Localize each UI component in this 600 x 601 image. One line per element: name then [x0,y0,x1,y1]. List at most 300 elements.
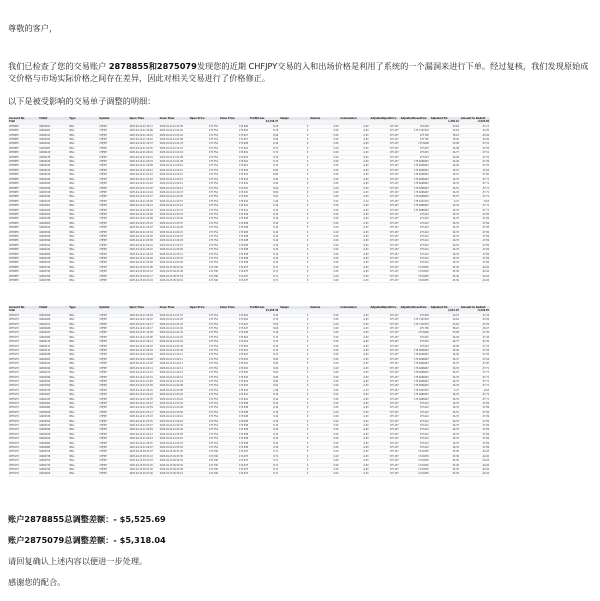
table-cell: 0.09 [309,371,339,375]
table-cell: 8.74 [249,353,279,357]
table-cell: 2025-04-15 09:31:18 [129,459,159,463]
column-header: Adjusted P/L [430,306,460,309]
table-cell: SELL [68,204,98,208]
table-cell: -37.71 [460,195,490,199]
table-cell: 175.632 [219,357,249,361]
table-cell: 8.16 [249,226,279,230]
table-cell: 8.16 [249,221,279,225]
table-cell: 42482135 [38,155,68,159]
table-cell: 2025-04-14 21:19:38 [129,331,159,335]
table-cell: 8.16 [249,230,279,234]
table-cell: 2025-04-14 21:21:39 [159,349,189,353]
table-cell: 175.638 [219,257,249,261]
table-cell: 175.157 [370,397,400,401]
table-cell: -37.71 [460,208,490,212]
column-header: Symbol [98,117,128,120]
table-cell: 2878855 [8,257,38,261]
table-cell: SELL [68,415,98,419]
table-cell: 0.09 [309,217,339,221]
table-cell: 2025-04-14 21:24:33 [159,234,189,238]
table-cell: 0 [279,204,309,208]
table-cell: 8.16 [249,204,279,208]
table-cell: 175.157 [370,388,400,392]
table-cell: 175.6143333 [400,199,430,203]
table-cell: SELL [68,437,98,441]
table-cell: 175.638 [219,248,249,252]
table-cell: 175.754 [189,340,219,344]
table-cell: 2878855 [8,182,38,186]
table-cell: 175.157 [370,279,400,283]
table-cell: -37.69 [460,401,490,405]
table-cell: SELL [68,164,98,168]
table-cell: 8.74 [249,160,279,164]
table-cell: -44.92 [460,454,490,458]
table-cell: 2878855 [8,173,38,177]
table-cell: SELL [68,441,98,445]
table-cell: $4,159.47 [249,120,279,124]
table-cell: 175.612 [400,419,430,423]
table-cell: 38.26 [430,138,460,142]
table-cell: 45.36 [430,459,460,463]
table-cell: 42482656 [38,252,68,256]
table-cell: 8.70 [249,318,279,322]
table-cell: 0.09 [309,327,339,331]
table-cell: CHFJPY [98,327,128,331]
table-cell: 175.157 [370,423,400,427]
table-cell: 175.641 [219,208,249,212]
table-cell: 2025-04-15 09:31:50 [159,454,189,458]
table-cell: -44.92 [460,459,490,463]
table-cell: 2875079 [8,366,38,370]
table-cell: CHFJPY [98,384,128,388]
table-cell: SELL [68,177,98,181]
summary-value: - $5,318.04 [113,535,166,545]
table-cell: CHFJPY [98,371,128,375]
table-cell: 174.6955 [400,468,430,472]
table-cell: 2875079 [8,437,38,441]
table-cell: 45.36 [430,279,460,283]
table-cell: 2025-04-15 09:31:06 [129,265,159,269]
table-cell: 0.09 [309,164,339,168]
table-cell: 2875079 [8,415,38,419]
table-cell: 175.157 [370,168,400,172]
table-cell: -0.63 [339,151,369,155]
table-cell: CHFJPY [98,446,128,450]
table-cell: 175.754 [189,388,219,392]
table-cell: 26.77 [430,151,460,155]
table-cell: 175.754 [189,393,219,397]
table-cell: 2025-04-14 21:20:05 [129,146,159,150]
table-cell: 8.16 [249,234,279,238]
table-cell: 26.47 [430,168,460,172]
table-cell: 175.612 [400,406,430,410]
table-cell: 175.157 [370,375,400,379]
table-cell: CHFJPY [98,279,128,283]
table-cell: 175.157 [370,454,400,458]
table-cell: 2875079 [8,454,38,458]
table-cell: 0.09 [309,362,339,366]
table-cell: 2025-04-14 21:21:20 [159,335,189,339]
table-cell: 26.76 [430,432,460,436]
table-cell: -0.63 [339,410,369,414]
table-cell: 2878855 [8,124,38,128]
table-cell: -44.92 [460,270,490,274]
table-cell: SELL [68,212,98,216]
table-cell: 2025-04-15 09:31:24 [129,279,159,283]
table-cell: 174.796 [189,265,219,269]
table-cell: SELL [68,142,98,146]
table-cell: 175.612 [400,212,430,216]
table-cell: SELL [68,155,98,159]
table-cell: CHFJPY [98,129,128,133]
table-cell: 175.157 [370,327,400,331]
table-cell: SELL [68,463,98,467]
table-cell: 26.76 [430,437,460,441]
table-cell: 174.6955 [400,472,430,476]
table-cell: SELL [68,468,98,472]
intro-accounts: 2878855和2875079 [108,61,197,71]
table-cell: -37.71 [460,186,490,190]
table-cell: 42482429 [38,208,68,212]
table-cell: 2025-04-14 21:21:07 [159,313,189,317]
table-cell: -0.63 [339,252,369,256]
table-cell: 8.84 [249,173,279,177]
table-cell: 174.675 [219,454,249,458]
table-cell: CHFJPY [98,388,128,392]
table-cell: 2875079 [8,446,38,450]
summary-2878855 [8,513,166,525]
table-cell: 2025-04-14 21:21:38 [159,160,189,164]
table-cell: 0.09 [309,432,339,436]
table-cell: CHFJPY [98,195,128,199]
table-cell: 175.754 [189,410,219,414]
table-cell: 42482700 [38,261,68,265]
table-cell: SELL [68,208,98,212]
table-cell: 42482172 [38,349,68,353]
table-cell: 2875079 [8,450,38,454]
table-cell: 175.157 [370,155,400,159]
table-cell: -0.63 [339,155,369,159]
table-cell: 174.796 [189,459,219,463]
table-cell: SELL [68,349,98,353]
table-cell: 8.16 [249,419,279,423]
table-cell: 0 [279,129,309,133]
table-cell: 175.754 [189,257,219,261]
table-cell: 175.754 [189,344,219,348]
table-cell: 0 [279,327,309,331]
table-cell: 2025-04-14 21:21:02 [159,133,189,137]
table-cell: 0.09 [309,142,339,146]
table-cell: -0.63 [339,327,369,331]
table-cell: 42482478 [38,217,68,221]
table-cell: 174.6955 [400,459,430,463]
table-cell: SELL [68,335,98,339]
table-cell: SELL [68,327,98,331]
table-cell: 175.612 [400,410,430,414]
table-cell: 0.09 [309,379,339,383]
table-cell: 42482318 [38,190,68,194]
table-cell: 175.6086667 [400,397,430,401]
table-cell: -37.64 [460,168,490,172]
table-cell: 6.47 [430,388,460,392]
table-cell: -44.92 [460,463,490,467]
table-cell: 0.09 [309,234,339,238]
table-cell: 8.74 [249,164,279,168]
table-cell: 26.76 [430,177,460,181]
table-cell: -0.63 [339,164,369,168]
table-cell: SELL [68,393,98,397]
table-cell: 175.612 [400,401,430,405]
table-cell: 175.6096667 [400,362,430,366]
table-cell: 0 [279,234,309,238]
table-cell: 2875079 [8,428,38,432]
table-cell: 2025-04-14 21:24:46 [159,428,189,432]
table-cell: 0.09 [309,459,339,463]
table-cell: 2878855 [8,129,38,133]
column-header: Profit/Loss [249,117,279,120]
table-cell: 8.16 [249,441,279,445]
table-cell: 175.612 [400,248,430,252]
table-cell: 174.6955 [400,454,430,458]
table-cell: 0 [279,257,309,261]
table-cell: -37.69 [460,432,490,436]
table-cell: 26.76 [430,190,460,194]
table-cell: 0 [279,199,309,203]
table-cell: SELL [68,146,98,150]
table-cell: 175.613 [400,344,430,348]
table-cell: -44.92 [460,472,490,476]
table-cell: 8.80 [249,379,279,383]
table-cell: 175.157 [370,446,400,450]
table-cell: CHFJPY [98,239,128,243]
table-cell: 175.638 [219,331,249,335]
table-cell: 0 [279,248,309,252]
table-cell: 175.632 [219,388,249,392]
table-cell: -0.63 [339,234,369,238]
table-cell: CHFJPY [98,459,128,463]
table-cell: 0.02 [309,199,339,203]
table-cell: 175.157 [370,257,400,261]
table-cell: 26.76 [430,428,460,432]
table-cell: -37.39 [460,160,490,164]
table-cell: -37.60 [460,362,490,366]
table-cell: 175.754 [189,168,219,172]
table-cell: 0.09 [309,230,339,234]
table-cell: SELL [68,384,98,388]
table-cell: 175.612 [400,243,430,247]
table-cell: CHFJPY [98,357,128,361]
table-cell: -37.69 [460,252,490,256]
table-cell: 2878855 [8,164,38,168]
table-cell: 0.09 [309,177,339,181]
table-cell: 42482028 [38,327,68,331]
table-cell: 2025-04-14 21:22:11 [159,362,189,366]
table-cell: 175.157 [370,463,400,467]
table-cell: 2875079 [8,340,38,344]
table-cell: 175.754 [189,366,219,370]
table-cell: -37.69 [460,243,490,247]
table-cell: 2878855 [8,133,38,137]
table-cell: 175.612 [400,437,430,441]
table-cell: 175.157 [370,331,400,335]
table-cell: -37.69 [460,437,490,441]
table-cell: 0.09 [309,344,339,348]
table-cell: -37.71 [460,366,490,370]
table-cell: -37.22 [460,155,490,159]
table-cell: 174.6955 [400,265,430,269]
table-cell: SELL [68,406,98,410]
table-cell: 42482344 [38,195,68,199]
table-cell: 45.36 [430,274,460,278]
table-cell: 0 [279,331,309,335]
table-cell: CHFJPY [98,366,128,370]
table-cell: 175.638 [219,226,249,230]
table-cell: 0.09 [309,322,339,326]
table-cell: 8.16 [249,217,279,221]
table-cell: 2025-04-15 09:31:53 [159,274,189,278]
table-cell: CHFJPY [98,208,128,212]
table-cell: 20.98 [430,142,460,146]
table-cell: 2025-04-14 21:20:22 [129,344,159,348]
table-cell: 174.796 [189,270,219,274]
table-cell: 2025-04-14 21:21:22 [129,182,159,186]
table-cell: 42482728 [38,454,68,458]
table-cell: 2878855 [8,138,38,142]
table-cell: 175.6096667 [400,379,430,383]
trade-table [8,117,490,283]
summary-label: 账户2878855总调整差额： [8,514,114,524]
table-cell: -0.63 [339,133,369,137]
table-cell: 175.632 [219,190,249,194]
table-cell: CHFJPY [98,401,128,405]
table-cell: 42482324 [38,379,68,383]
table-cell: -37.69 [460,248,490,252]
table-cell: 0 [279,164,309,168]
table-cell: 0.09 [309,313,339,317]
table-cell: 2875079 [8,468,38,472]
table-cell: 0 [279,468,309,472]
table-cell: 175.754 [189,423,219,427]
table-cell: 175.612 [400,441,430,445]
table-cell: -0.14 [339,199,369,203]
table-cell: CHFJPY [98,441,128,445]
column-header: Open Price [189,117,219,120]
table-cell: 0 [279,410,309,414]
table-cell: 0 [279,142,309,146]
table-cell: 2025-04-14 21:19:07 [129,318,159,322]
table-cell: SELL [68,450,98,454]
table-cell: 42482706 [38,450,68,454]
table-cell: 42482017 [38,322,68,326]
table-cell: 26.48 [430,155,460,159]
table-cell: 175.632 [219,384,249,388]
table-cell: 2025-04-14 21:21:10 [129,177,159,181]
table-cell: 0 [279,472,309,476]
table-cell: 2025-04-14 21:23:35 [129,419,159,423]
table-cell: 175.754 [189,375,219,379]
table-cell: SELL [68,313,98,317]
table-cell: 2875079 [8,318,38,322]
table-cell: 0.09 [309,265,339,269]
table-cell: 8.16 [249,257,279,261]
table-cell: 42482552 [38,419,68,423]
table-cell: 8.71 [249,450,279,454]
table-cell: 42482296 [38,375,68,379]
table-cell: 175.754 [189,124,219,128]
table-cell: -0.63 [339,313,369,317]
table-cell: 0.09 [309,270,339,274]
table-cell: 175.754 [189,212,219,216]
table-cell: 0 [279,133,309,137]
table-cell: 2025-04-14 21:22:21 [129,204,159,208]
table-cell: 42482195 [38,168,68,172]
table-cell: 2878855 [8,261,38,265]
table-cell: 42482508 [38,410,68,414]
table-cell: SELL [68,472,98,476]
table-cell: 175.157 [370,335,400,339]
table-cell: 175.615 [400,335,430,339]
table-cell: -44.92 [460,450,490,454]
table-cell: CHFJPY [98,168,128,172]
table-cell: -0.63 [339,379,369,383]
table-cell: 0.09 [309,415,339,419]
table-cell: 175.157 [370,468,400,472]
column-header: Type [68,117,98,120]
table-cell: 175.157 [370,212,400,216]
table-cell: -43.06 [460,138,490,142]
table-cell: 175.754 [189,151,219,155]
table-cell: 42482590 [38,239,68,243]
table-cell: 174.6955 [400,274,430,278]
table-cell: -0.63 [339,318,369,322]
column-header: Open Price [189,306,219,309]
table-cell: 45.36 [430,472,460,476]
table-cell: 2875079 [8,331,38,335]
table-cell: 2025-04-14 21:22:10 [159,173,189,177]
table-cell: -0.63 [339,459,369,463]
table-cell: 8.16 [249,212,279,216]
table-cell: 2025-04-14 21:25:22 [159,441,189,445]
table-cell: 2025-04-14 21:21:03 [159,322,189,326]
table-cell: 175.157 [370,357,400,361]
summary-2875079 [8,534,166,546]
column-header: Close Price [219,117,249,120]
table-cell: 175.157 [370,362,400,366]
table-cell: 175.157 [370,393,400,397]
table-cell: 42482640 [38,437,68,441]
table-cell: CHFJPY [98,160,128,164]
table-cell: 175.6066 [400,331,430,335]
table-cell: 175.7143333 [400,318,430,322]
table-cell: 175.157 [370,234,400,238]
table-cell: -37.69 [460,239,490,243]
table-cell: 175.157 [370,230,400,234]
column-header: Close Price [219,306,249,309]
table-cell: 175.157 [370,322,400,326]
table-cell: CHFJPY [98,335,128,339]
table-cell: 175.638 [219,406,249,410]
table-cell: 20.98 [430,331,460,335]
table-cell: SELL [68,428,98,432]
table-cell: 2025-04-14 21:23:22 [159,397,189,401]
table-cell: CHFJPY [98,415,128,419]
table-cell: 175.6096667 [400,168,430,172]
table-cell: 0 [279,208,309,212]
table-cell: 2878855 [8,252,38,256]
table-cell: -0.63 [339,331,369,335]
table-cell: 175.632 [219,199,249,203]
table-cell: 0.09 [309,274,339,278]
